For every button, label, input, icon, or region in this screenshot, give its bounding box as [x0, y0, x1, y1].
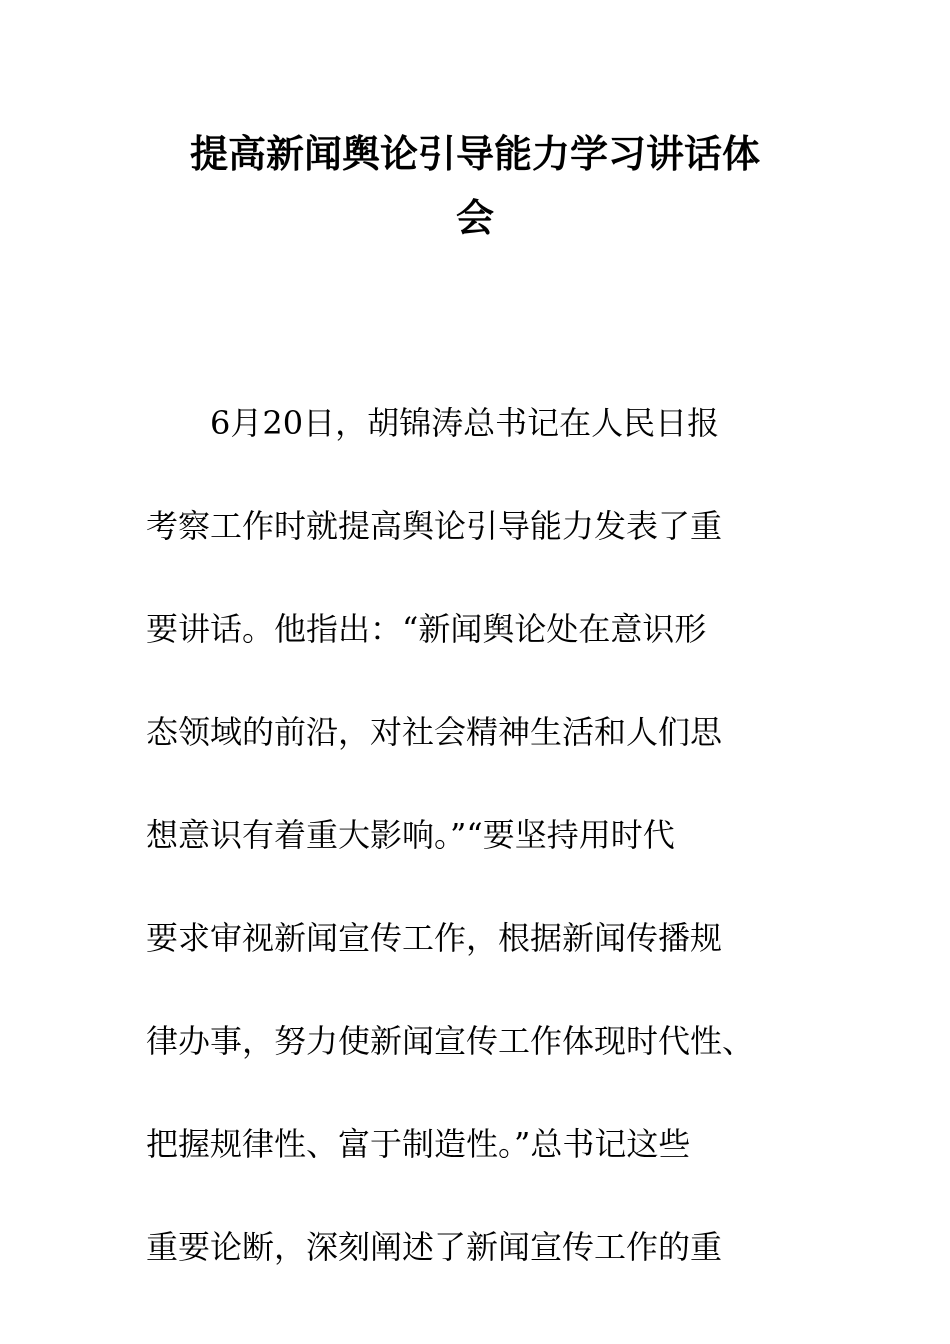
title-line-2: 会: [455, 196, 494, 240]
body-line-2: 考察工作时就提高舆论引导能力发表了重: [146, 507, 723, 545]
body-line-6: 要求审视新闻宣传工作，根据新闻传播规: [146, 919, 723, 957]
title-line-1: 提高新闻舆论引导能力学习讲话体: [189, 132, 760, 176]
body-line-8: 把握规律性、富于制造性。”总书记这些: [146, 1125, 691, 1163]
document-body: [146, 372, 826, 1299]
body-line-4: 态领域的前沿，对社会精神生活和人们思: [146, 713, 723, 751]
body-line-3: 要讲话。他指出：“新闻舆论处在意识形: [146, 610, 707, 648]
body-line-7: 律办事，努力使新闻宣传工作体现时代性、: [146, 1022, 755, 1060]
body-line-5: 想意识有着重大影响。”“要坚持用时代: [146, 816, 675, 854]
document-title: [150, 122, 800, 250]
body-line-9: 重要论断，深刻阐述了新闻宣传工作的重: [146, 1228, 723, 1266]
body-line-1: 6月20日，胡锦涛总书记在人民日报: [146, 404, 720, 442]
